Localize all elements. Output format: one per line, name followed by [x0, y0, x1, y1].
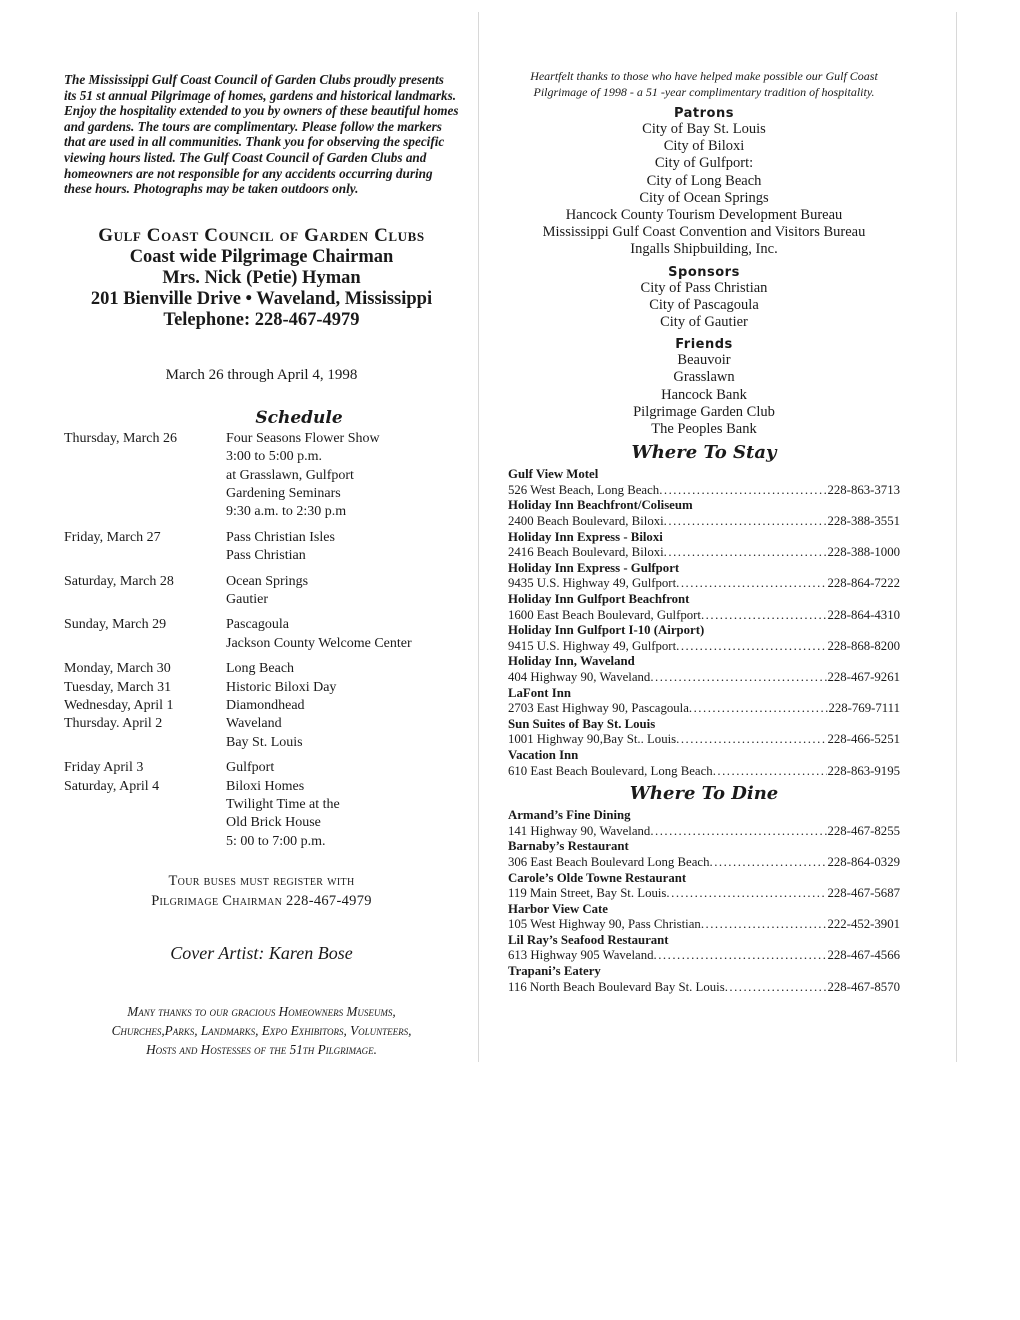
- schedule-event: Waveland: [226, 716, 282, 732]
- schedule-row: [64, 833, 459, 851]
- entry-line: [508, 608, 900, 624]
- dot-leader: [650, 670, 827, 686]
- schedule-day: [64, 635, 226, 653]
- entry-line: [508, 917, 900, 933]
- dot-leader: [676, 732, 827, 748]
- left-panel: [64, 72, 459, 1059]
- hotel-entry: [508, 623, 900, 654]
- patrons-item: Hancock County Tourism Development Bureau: [565, 207, 843, 224]
- entry-phone: 228-864-4310: [827, 607, 900, 622]
- schedule-row: [64, 759, 459, 777]
- entry-name: Vacation Inn: [508, 747, 579, 762]
- tour-bus-notice: [64, 871, 459, 911]
- schedule-heading: Schedule: [255, 407, 343, 428]
- council-role: Coast wide Pilgrimage Chairman: [129, 246, 394, 267]
- entry-name: Holiday Inn Express - Biloxi: [508, 529, 663, 544]
- dot-leader: [701, 917, 828, 933]
- entry-phone: 228-388-1000: [827, 545, 900, 560]
- intro-paragraph: The Mississippi Gulf Coast Council of Garden Clubs proudly presents its 51 st annual Pilgrimage of homes, gardens and historical landmarks. Enjoy the hospitality extended to you by owners of these beautiful homes and gardens. The tours are complimentary. Please follow the markers that are used in all communities. Thank you for observing the specific viewing hours listed. The Gulf Coast Council of Garden Clubs and homeowners are not responsible for any accidents occurring during these hours. Photographs may be taken outdoors only.: [64, 72, 459, 197]
- entry-phone: 228-467-9261: [827, 669, 900, 684]
- friends-item: The Peoples Bank: [651, 421, 757, 438]
- restaurant-entry: [508, 871, 900, 902]
- schedule-row: [64, 467, 459, 485]
- schedule-day: [64, 796, 226, 814]
- entry-line: [508, 483, 900, 499]
- entry-line: [508, 514, 900, 530]
- entry-line: [508, 980, 900, 996]
- dot-leader: [725, 980, 828, 996]
- schedule-row: [64, 697, 459, 715]
- entry-name: Carole’s Olde Towne Restaurant: [508, 870, 687, 885]
- entry-name: Armand’s Fine Dining: [508, 808, 631, 823]
- schedule-row: [64, 485, 459, 503]
- schedule-row: [64, 503, 459, 521]
- schedule-row: [64, 660, 459, 678]
- schedule-event: Old Brick House: [226, 815, 321, 831]
- patrons-list: [508, 121, 900, 259]
- entry-line: [508, 670, 900, 686]
- thanks-line-1: Many thanks to our gracious Homeowners Museums,: [127, 1004, 396, 1020]
- lodging-list: [508, 467, 900, 779]
- tour-line-1: Tour buses must register with: [168, 873, 355, 890]
- friends-list: [508, 352, 900, 438]
- council-telephone: Telephone: 228-467-4979: [163, 309, 360, 330]
- entry-name: Trapani’s Eatery: [508, 964, 601, 979]
- schedule-day: Thursday, March 26: [64, 430, 178, 446]
- entry-line: [508, 576, 900, 592]
- panel-divider: [478, 12, 479, 1062]
- entry-line: [508, 545, 900, 561]
- schedule-row: [64, 448, 459, 466]
- hotel-entry: [508, 530, 900, 561]
- schedule-day: [64, 467, 226, 485]
- restaurant-entry: [508, 902, 900, 933]
- entry-name: Lil Ray’s Seafood Restaurant: [508, 932, 669, 947]
- right-panel: [508, 68, 900, 995]
- schedule-event: 3:00 to 5:00 p.m.: [226, 449, 323, 465]
- sponsors-item: City of Pascagoula: [649, 296, 759, 313]
- entry-address: 116 North Beach Boulevard Bay St. Louis: [508, 979, 725, 994]
- schedule-day: Friday April 3: [64, 760, 144, 776]
- entry-name: Holiday Inn Gulfport Beachfront: [508, 592, 690, 606]
- restaurant-entry: [508, 839, 900, 870]
- friends-item: Pilgrimage Garden Club: [633, 403, 775, 420]
- schedule-event: Pass Christian Isles: [226, 529, 335, 545]
- entry-name: Gulf View Motel: [508, 467, 599, 482]
- schedule-row: [64, 547, 459, 565]
- entry-line: [508, 824, 900, 840]
- entry-phone: 228-467-8570: [827, 979, 900, 994]
- schedule-gap: [64, 653, 459, 660]
- entry-line: [508, 732, 900, 748]
- schedule-day: Sunday, March 29: [64, 617, 167, 633]
- entry-address: 2416 Beach Boulevard, Biloxi: [508, 545, 664, 560]
- entry-phone: 228-864-7222: [827, 576, 900, 591]
- where-to-dine-heading: Where To Dine: [629, 783, 779, 805]
- friends-item: Hancock Bank: [661, 386, 747, 403]
- schedule-day: Monday, March 30: [64, 661, 171, 677]
- schedule-event: 9:30 a.m. to 2:30 p.m: [226, 504, 347, 520]
- patrons-item: City of Ocean Springs: [639, 189, 769, 206]
- entry-address: 9415 U.S. Highway 49, Gulfport: [508, 638, 677, 653]
- schedule-day: Saturday, March 28: [64, 573, 174, 589]
- entry-line: [508, 886, 900, 902]
- dot-leader: [664, 545, 828, 561]
- dot-leader: [701, 608, 828, 624]
- patrons-item: City of Bay St. Louis: [642, 121, 766, 137]
- sponsors-item: City of Gautier: [660, 314, 748, 331]
- schedule-day: [64, 734, 226, 752]
- entry-name: Harbor View Cate: [508, 901, 608, 916]
- dot-leader: [650, 824, 827, 840]
- schedule-event: Long Beach: [226, 661, 295, 677]
- thanks-line-2: Churches,Parks, Landmarks, Expo Exhibitors, Volunteers,: [111, 1023, 412, 1039]
- friends-item: Beauvoir: [677, 352, 731, 369]
- council-name: Gulf Coast Council of Garden Clubs: [98, 224, 425, 246]
- sponsors-list: [508, 280, 900, 332]
- entry-name: Holiday Inn Beachfront/Coliseum: [508, 498, 693, 513]
- schedule-event: 5: 00 to 7:00 p.m.: [226, 833, 326, 849]
- schedule-event: Gulfport: [226, 760, 275, 776]
- entry-name: Sun Suites of Bay St. Louis: [508, 716, 656, 731]
- schedule-row: [64, 734, 459, 752]
- heartfelt-note: [508, 68, 900, 100]
- tour-line-2: Pilgrimage Chairman 228-467-4979: [151, 893, 372, 910]
- patrons-item: Mississippi Gulf Coast Convention and Visitors Bureau: [542, 224, 866, 241]
- schedule-day: Friday, March 27: [64, 529, 161, 545]
- schedule-day: Tuesday, March 31: [64, 679, 172, 695]
- schedule-day: [64, 503, 226, 521]
- schedule-row: [64, 796, 459, 814]
- hotel-entry: [508, 717, 900, 748]
- restaurant-entry: [508, 964, 900, 995]
- page-edge-line: [956, 12, 957, 1062]
- schedule-row: [64, 778, 459, 796]
- schedule-event: Diamondhead: [226, 698, 305, 714]
- entry-address: 119 Main Street, Bay St. Louis: [508, 886, 667, 901]
- schedule-event: Bay St. Louis: [226, 734, 303, 750]
- schedule-event: Pass Christian: [226, 548, 306, 564]
- schedule-gap: [64, 609, 459, 616]
- schedule-event: Pascagoula: [226, 617, 289, 633]
- dot-leader: [689, 701, 829, 717]
- entry-phone: 228-467-4566: [827, 948, 900, 963]
- heartfelt-line-2: Pilgrimage of 1998 - a 51 -year complimentary tradition of hospitality.: [533, 85, 875, 99]
- schedule-event: Biloxi Homes: [226, 778, 305, 794]
- schedule-row: [64, 715, 459, 733]
- schedule-event: Jackson County Welcome Center: [226, 635, 412, 651]
- dot-leader: [676, 576, 827, 592]
- schedule-gap: [64, 752, 459, 759]
- schedule-row: [64, 591, 459, 609]
- entry-phone: 228-769-7111: [828, 701, 900, 716]
- hotel-entry: [508, 748, 900, 779]
- cover-artist: Cover Artist: Karen Bose: [170, 943, 353, 964]
- entry-phone: 228-863-9195: [827, 763, 900, 778]
- council-block: [64, 225, 459, 331]
- pilgrimage-dates: March 26 through April 4, 1998: [165, 366, 358, 383]
- schedule-day: [64, 547, 226, 565]
- council-address: 201 Bienville Drive • Waveland, Mississippi: [90, 288, 433, 309]
- entry-phone: 228-466-5251: [827, 732, 900, 747]
- hotel-entry: [508, 654, 900, 685]
- schedule-gap: [64, 522, 459, 529]
- entry-address: 306 East Beach Boulevard Long Beach: [508, 854, 710, 869]
- entry-address: 1600 East Beach Boulevard, Gulfport: [508, 607, 701, 622]
- thanks-line-3: Hosts and Hostesses of the 51th Pilgrimage.: [146, 1042, 377, 1058]
- entry-line: [508, 639, 900, 655]
- entry-phone: 228-863-3713: [827, 482, 900, 497]
- schedule-row: [64, 814, 459, 832]
- dining-list: [508, 808, 900, 995]
- where-to-stay-heading: Where To Stay: [631, 442, 777, 464]
- dot-leader: [654, 948, 828, 964]
- entry-phone: 228-467-8255: [827, 823, 900, 838]
- hotel-entry: [508, 686, 900, 717]
- entry-address: 404 Highway 90, Waveland: [508, 669, 651, 684]
- restaurant-entry: [508, 933, 900, 964]
- hotel-entry: [508, 592, 900, 623]
- patrons-item: City of Biloxi: [663, 138, 745, 155]
- restaurant-entry: [508, 808, 900, 839]
- schedule-day: Saturday, April 4: [64, 778, 160, 794]
- entry-phone: 228-864-0329: [827, 854, 900, 869]
- schedule-event: Ocean Springs: [226, 573, 309, 589]
- friends-heading: Friends: [675, 337, 733, 353]
- dot-leader: [713, 764, 828, 780]
- schedule-event: Gautier: [226, 592, 268, 607]
- entry-line: [508, 948, 900, 964]
- entry-phone: 228-467-5687: [827, 886, 900, 901]
- dot-leader: [676, 639, 827, 655]
- schedule-row: [64, 635, 459, 653]
- schedule-event: Historic Biloxi Day: [226, 679, 337, 695]
- entry-name: Barnaby’s Restaurant: [508, 839, 629, 854]
- entry-name: Holiday Inn Express - Gulfport: [508, 560, 680, 575]
- schedule-gap: [64, 566, 459, 573]
- schedule-row: [64, 529, 459, 547]
- schedule-day: [64, 485, 226, 503]
- sponsors-heading: Sponsors: [668, 264, 740, 280]
- hotel-entry: [508, 561, 900, 592]
- schedule-row: [64, 430, 459, 448]
- council-chair: Mrs. Nick (Petie) Hyman: [162, 267, 361, 288]
- dot-leader: [664, 514, 828, 530]
- patrons-item: Ingalls Shipbuilding, Inc.: [630, 241, 778, 258]
- entry-name: Holiday Inn, Waveland: [508, 654, 635, 669]
- schedule-day: [64, 833, 226, 851]
- entry-address: 526 West Beach, Long Beach: [508, 482, 660, 497]
- entry-line: [508, 764, 900, 780]
- sponsors-item: City of Pass Christian: [640, 279, 768, 296]
- schedule-event: Four Seasons Flower Show: [226, 430, 380, 446]
- hotel-entry: [508, 498, 900, 529]
- schedule-event: Twilight Time at the: [226, 797, 340, 813]
- patrons-item: City of Gulfport:: [654, 155, 754, 172]
- entry-name: Holiday Inn Gulfport I-10 (Airport): [508, 623, 705, 638]
- schedule-day: Wednesday, April 1: [64, 698, 174, 714]
- entry-line: [508, 701, 900, 717]
- entry-phone: 228-868-8200: [827, 638, 900, 653]
- patrons-heading: Patrons: [673, 106, 734, 121]
- schedule-table: [64, 430, 459, 852]
- entry-address: 1001 Highway 90,Bay St.. Louis: [508, 732, 677, 747]
- schedule-event: Gardening Seminars: [226, 485, 341, 501]
- schedule-day: [64, 591, 226, 609]
- entry-address: 9435 U.S. Highway 49, Gulfport: [508, 576, 677, 591]
- schedule-row: [64, 616, 459, 634]
- dot-leader: [659, 483, 827, 499]
- entry-address: 2400 Beach Boulevard, Biloxi: [508, 514, 664, 529]
- entry-phone: 228-388-3551: [827, 514, 900, 529]
- entry-line: [508, 855, 900, 871]
- schedule-row: [64, 573, 459, 591]
- hotel-entry: [508, 467, 900, 498]
- dot-leader: [710, 855, 828, 871]
- friends-item: Grasslawn: [673, 369, 735, 386]
- heartfelt-line-1: Heartfelt thanks to those who have helped make possible our Gulf Coast: [530, 69, 878, 83]
- entry-name: LaFont Inn: [508, 685, 571, 700]
- patrons-item: City of Long Beach: [646, 172, 762, 189]
- dot-leader: [666, 886, 827, 902]
- schedule-row: [64, 679, 459, 697]
- schedule-day: [64, 814, 226, 832]
- entry-address: 105 West Highway 90, Pass Christian: [508, 917, 701, 932]
- entry-address: 2703 East Highway 90, Pascagoula: [508, 701, 689, 716]
- schedule-event: at Grasslawn, Gulfport: [226, 467, 354, 483]
- entry-address: 141 Highway 90, Waveland: [508, 823, 651, 838]
- entry-address: 613 Highway 905 Waveland: [508, 948, 654, 963]
- entry-phone: 222-452-3901: [827, 917, 900, 932]
- thanks-note: [64, 1002, 459, 1059]
- entry-address: 610 East Beach Boulevard, Long Beach: [508, 763, 713, 778]
- schedule-day: [64, 448, 226, 466]
- schedule-day: Thursday. April 2: [64, 716, 163, 732]
